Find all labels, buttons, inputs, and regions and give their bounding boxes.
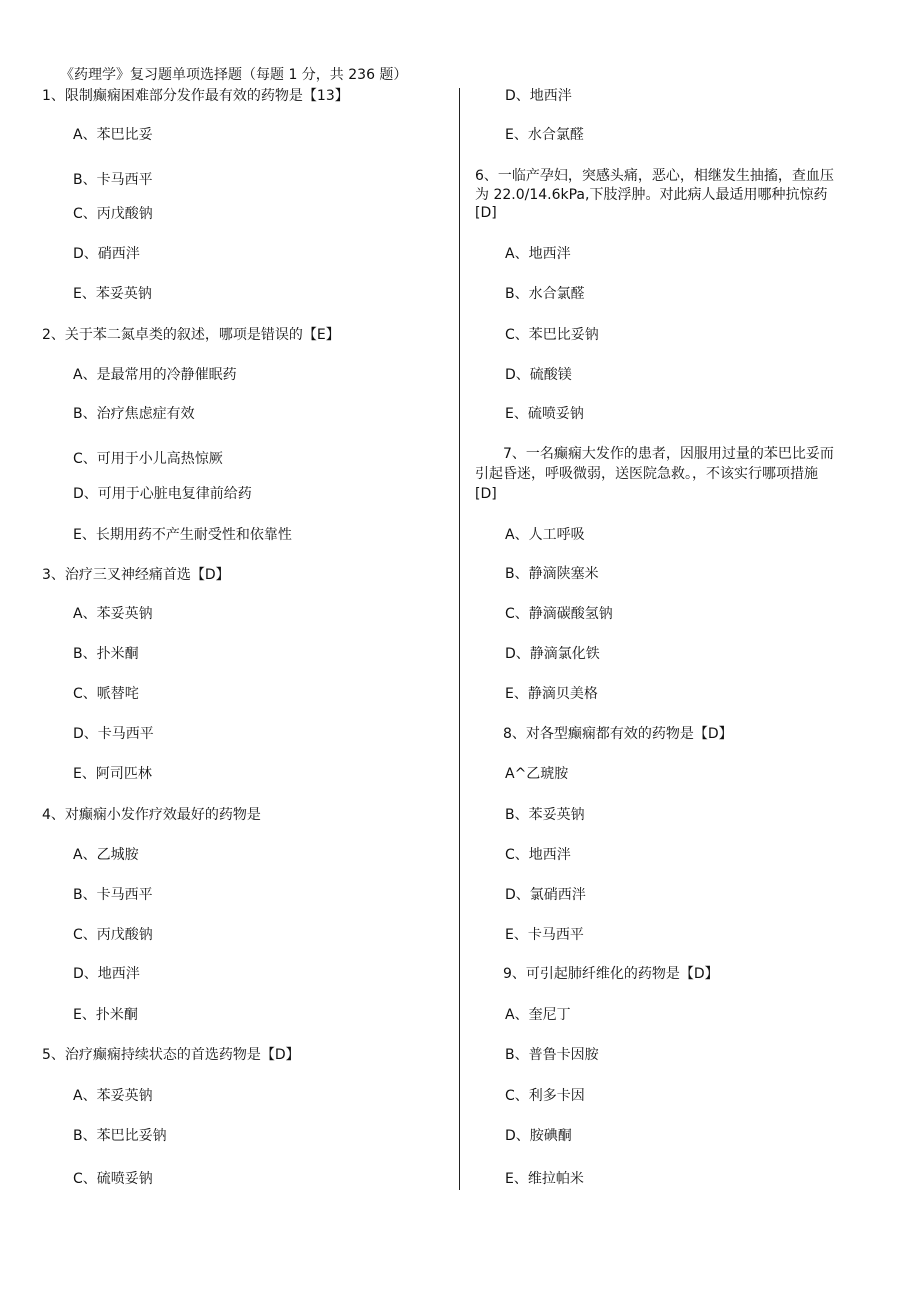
answer-option: B、扑米酮	[73, 646, 139, 662]
answer-option: B、水合氯醛	[505, 286, 585, 302]
answer-option: B、静滴陕塞米	[505, 566, 599, 582]
answer-option: E、扑米酮	[73, 1007, 138, 1023]
answer-option: B、卡马西平	[73, 172, 153, 188]
answer-option: B、苯妥英钠	[505, 807, 585, 823]
answer-option: D、静滴氯化铁	[505, 646, 600, 662]
question-text: 2、关于苯二氮卓类的叙述，哪项是错误的【E】	[42, 327, 340, 343]
answer-option: E、长期用药不产生耐受性和依靠性	[73, 527, 292, 543]
question-text: 为 22.0/14.6kPa,下肢浮肿。对此病人最适用哪种抗惊药	[475, 187, 828, 203]
answer-option: A、苯妥英钠	[73, 1088, 153, 1104]
answer-option: E、卡马西平	[505, 927, 584, 943]
answer-option: A、乙城胺	[73, 847, 139, 863]
answer-option: B、治疗焦虑症有效	[73, 406, 195, 422]
answer-option: E、硫喷妥钠	[505, 406, 584, 422]
answer-option: D、胺碘酮	[505, 1128, 572, 1144]
answer-option: B、普鲁卡因胺	[505, 1047, 599, 1063]
answer-option: D、硝西泮	[73, 246, 140, 262]
answer-option: C、地西泮	[505, 847, 571, 863]
answer-option: C、丙戊酸钠	[73, 206, 153, 222]
answer-option: D、氯硝西泮	[505, 887, 586, 903]
question-text: 4、对癫痫小发作疗效最好的药物是	[42, 807, 261, 823]
answer-option: A、苯妥英钠	[73, 606, 153, 622]
answer-option: D、地西泮	[73, 966, 140, 982]
answer-option: E、维拉帕米	[505, 1171, 584, 1187]
answer-option: C、苯巴比妥钠	[505, 327, 599, 343]
answer-option: E、静滴贝美格	[505, 686, 598, 702]
answer-option: E、阿司匹林	[73, 766, 152, 782]
question-text: 8、对各型癫痫都有效的药物是【D】	[475, 726, 733, 742]
question-text: 9、可引起肺纤维化的药物是【D】	[475, 966, 719, 982]
answer-option: A、地西泮	[505, 246, 571, 262]
document-title: 《药理学》复习题单项选择题（每题 1 分，共 236 题）	[60, 67, 408, 83]
answer-option: A、人工呼吸	[505, 527, 585, 543]
answer-option: A、苯巴比妥	[73, 127, 153, 143]
answer-option: A^乙琥胺	[505, 766, 569, 782]
answer-option: C、利多卡因	[505, 1088, 585, 1104]
answer-option: B、苯巴比妥钠	[73, 1128, 167, 1144]
question-text: 5、治疗癫痫持续状态的首选药物是【D】	[42, 1047, 300, 1063]
answer-option: B、卡马西平	[73, 887, 153, 903]
question-text: 6、一临产孕妇，突感头痛，恶心，相继发生抽搐，查血压	[475, 168, 834, 184]
answer-option: C、静滴碳酸氢钠	[505, 606, 613, 622]
answer-option: D、卡马西平	[73, 726, 154, 742]
answer-option: C、丙戊酸钠	[73, 927, 153, 943]
answer-option: A、是最常用的冷静催眠药	[73, 367, 237, 383]
answer-option: C、可用于小儿高热惊厥	[73, 451, 223, 467]
answer-option: D、硫酸镁	[505, 367, 572, 383]
question-text: 1、限制癫痫困难部分发作最有效的药物是【13】	[42, 88, 349, 104]
answer-option: C、哌替咤	[73, 686, 139, 702]
question-text: 7、一名癫痫大发作的患者，因服用过量的苯巴比妥而	[475, 446, 834, 462]
column-divider	[459, 88, 460, 1190]
question-text: [D]	[475, 205, 497, 221]
question-text: [D]	[475, 486, 497, 502]
question-text: 3、治疗三叉神经痛首选【D】	[42, 567, 230, 583]
answer-option: D、地西泮	[505, 88, 572, 104]
answer-option: D、可用于心脏电复律前给药	[73, 486, 252, 502]
question-text: 引起昏迷，呼吸微弱，送医院急救。，不该实行哪项措施	[475, 466, 818, 482]
answer-option: C、硫喷妥钠	[73, 1171, 153, 1187]
answer-option: E、苯妥英钠	[73, 286, 152, 302]
answer-option: A、奎尼丁	[505, 1007, 571, 1023]
answer-option: E、水合氯醛	[505, 127, 584, 143]
